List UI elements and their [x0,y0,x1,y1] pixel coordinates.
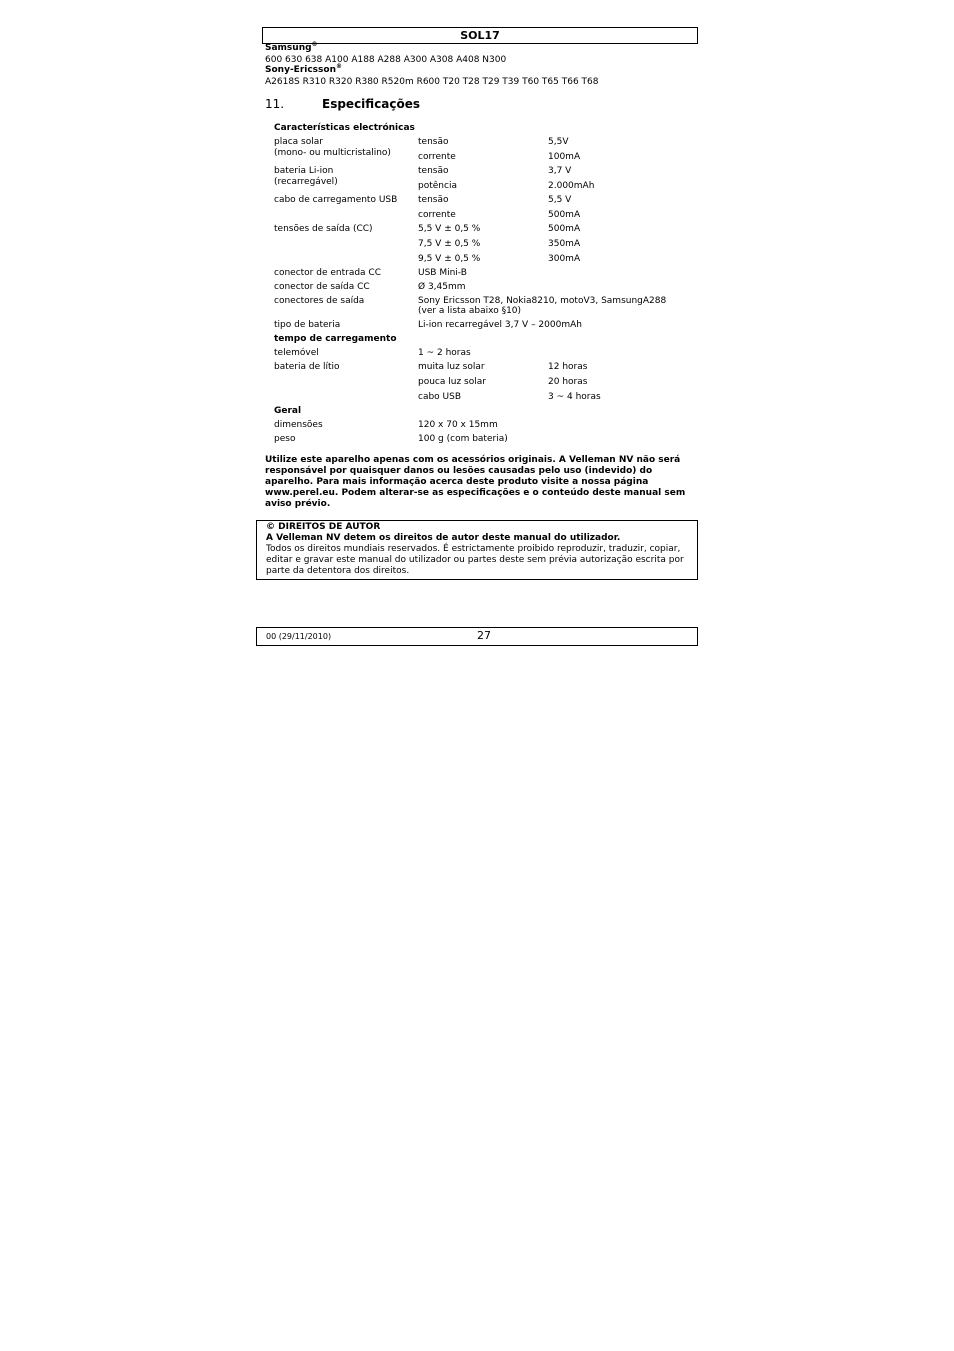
section-number: 11. [265,97,285,111]
copyright-title: © DIREITOS DE AUTOR [266,522,381,532]
copyright-subtitle: A Velleman NV detem os direitos de autor deste manual do utilizador. [266,533,621,543]
usage-notice: Utilize este aparelho apenas com os acessórios originais. A Velleman NV não será responsável por quaisquer danos ou lesões causadas pelo uso (indevido) do aparelho. Para mais informação acerca deste produto visite a nossa página www.perel.eu. Podem alterar-se as especificações e o conteúdo deste manual sem aviso prévio. [265,455,686,509]
footer-box [256,627,698,646]
registered-mark: ® [311,41,318,48]
footer-date: 00 (29/11/2010) [266,632,332,641]
copyright-body: Todos os direitos mundiais reservados. É estrictamente proibido reproduzir, traduzir, copiar, editar e gravar este manual do utilizador ou partes deste sem prévia autorização escrita por parte da detentora dos direitos. [266,544,684,576]
compat-samsung [265,43,318,54]
copyright-box [256,520,698,580]
section-title: Especificações [322,97,421,111]
samsung-label: Samsung® [265,41,318,53]
registered-mark: ® [336,63,342,70]
sony-models: A2618S R310 R320 R380 R520m R600 T20 T28 T29 T39 T60 T65 T66 T68 [265,77,599,87]
header-model-box [262,27,698,44]
samsung-models: 600 630 638 A100 A188 A288 A300 A308 A408 N300 [265,55,507,65]
compat-sony [265,65,342,76]
model-title: SOL17 [460,29,500,42]
sony-label: Sony-Ericsson® [265,63,342,75]
page-number: 27 [477,629,491,642]
